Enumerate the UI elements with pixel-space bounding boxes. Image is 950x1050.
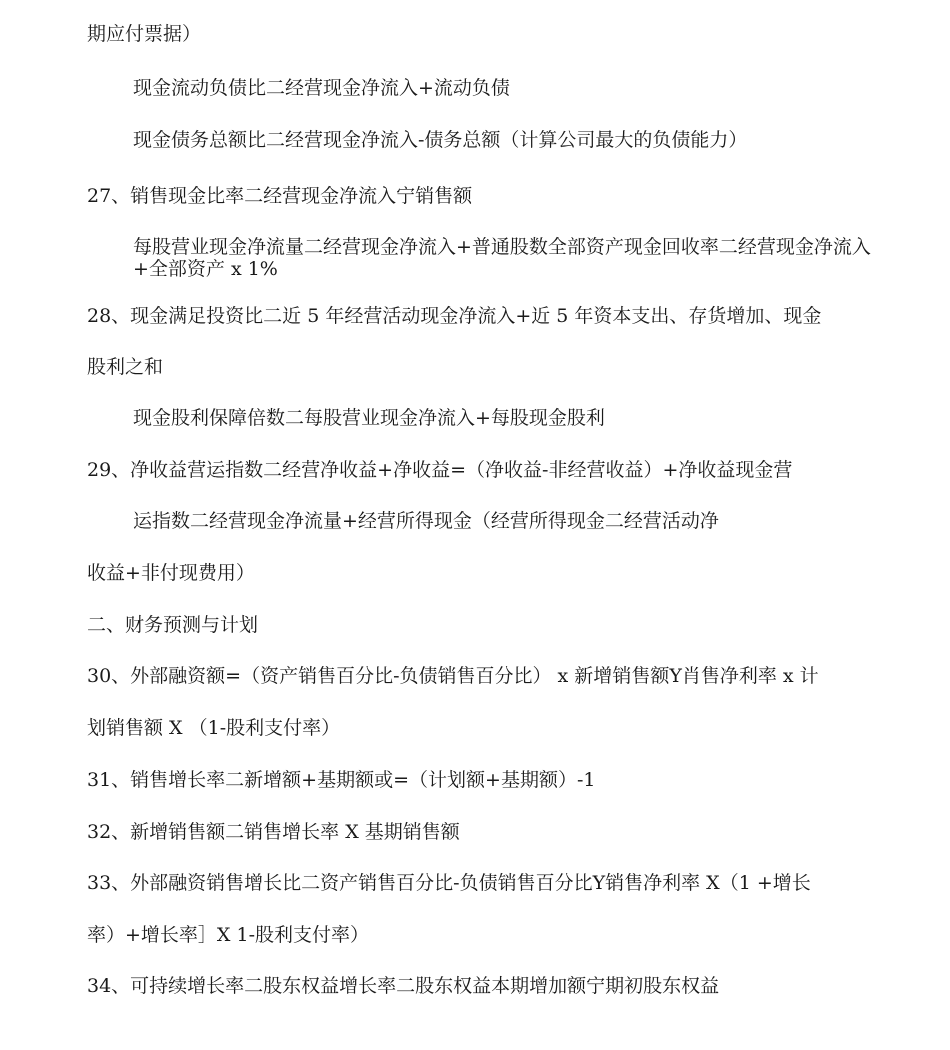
text-line: 31、销售增长率二新增额+基期额或=（计划额+基期额）-1 [87, 769, 596, 791]
text-line: 率）+增长率］X 1-股利支付率） [87, 924, 369, 946]
text-line: 33、外部融资销售增长比二资产销售百分比-负债销售百分比Y销售净利率 X（1 +增长 [87, 872, 811, 894]
text-paragraph: 每股营业现金净流量二经营现金净流入+普通股数全部资产现金回收率二经营现金净流入+全部资产 x 1% [133, 236, 871, 280]
text-line: 划销售额 X （1-股利支付率） [87, 717, 341, 739]
text-line: 现金流动负债比二经营现金净流入+流动负债 [133, 77, 510, 99]
text-line: 收益+非付现费用） [87, 562, 255, 584]
text-line: 28、现金满足投资比二近 5 年经营活动现金净流入+近 5 年资本支出、存货增加、现金 [87, 305, 822, 327]
text-line: 30、外部融资额=（资产销售百分比-负债销售百分比） x 新增销售额Y肖售净利率 x 计 [87, 665, 819, 687]
text-line: 运指数二经营现金净流量+经营所得现金（经营所得现金二经营活动净 [133, 510, 719, 532]
text-line: 34、可持续增长率二股东权益增长率二股东权益本期增加额宁期初股东权益 [87, 975, 720, 997]
section-heading: 二、财务预测与计划 [87, 614, 259, 636]
text-line: 股利之和 [87, 356, 164, 378]
text-line: 现金债务总额比二经营现金净流入-债务总额（计算公司最大的负债能力） [133, 129, 748, 151]
text-line: 期应付票据） [87, 23, 202, 45]
text-line: 29、净收益营运指数二经营净收益+净收益=（净收益-非经营收益）+净收益现金营 [87, 459, 793, 481]
text-line: 27、销售现金比率二经营现金净流入宁销售额 [87, 185, 473, 207]
text-line: 现金股利保障倍数二每股营业现金净流入+每股现金股利 [133, 407, 605, 429]
text-line: 32、新增销售额二销售增长率 X 基期销售额 [87, 821, 460, 843]
